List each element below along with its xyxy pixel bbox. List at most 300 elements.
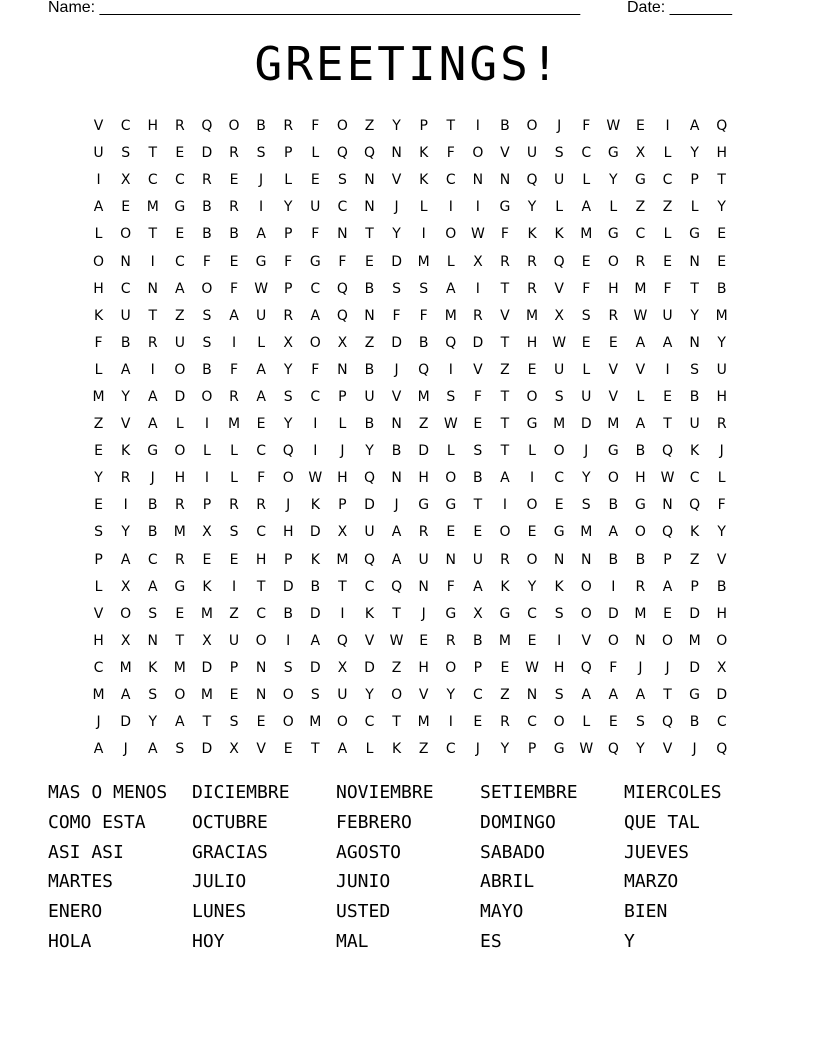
grid-row bbox=[85, 492, 735, 519]
grid-letter: T bbox=[148, 226, 158, 243]
grid-letter: X bbox=[337, 659, 348, 676]
grid-letter: E bbox=[663, 253, 672, 270]
grid-letter: D bbox=[716, 687, 728, 704]
grid-letter: C bbox=[364, 578, 375, 595]
grid-letter: M bbox=[227, 416, 241, 433]
grid-letter: R bbox=[229, 199, 239, 216]
word-list-item: MARTES bbox=[48, 871, 114, 893]
grid-letter: E bbox=[365, 253, 374, 270]
grid-letter: L bbox=[717, 470, 726, 487]
grid-letter: S bbox=[229, 524, 239, 541]
grid-letter: O bbox=[472, 145, 484, 162]
grid-letter: B bbox=[418, 334, 429, 351]
grid-letter: J bbox=[692, 741, 697, 758]
name-field-label: Name: ______________________________________________________ bbox=[48, 0, 581, 16]
word-list-item: ES bbox=[480, 930, 502, 952]
grid-letter: I bbox=[123, 497, 128, 514]
grid-letter: U bbox=[689, 416, 700, 433]
grid-letter: Q bbox=[526, 172, 538, 189]
grid-letter: M bbox=[580, 226, 593, 243]
grid-letter: I bbox=[150, 253, 155, 270]
grid-letter: Y bbox=[609, 172, 618, 189]
grid-row bbox=[85, 682, 735, 709]
grid-letter: I bbox=[96, 172, 101, 189]
grid-letter: B bbox=[608, 497, 619, 514]
grid-letter: P bbox=[283, 226, 293, 243]
grid-letter: V bbox=[662, 741, 673, 758]
grid-letter: B bbox=[500, 118, 510, 135]
grid-letter: O bbox=[174, 443, 186, 460]
grid-letter: Z bbox=[662, 199, 673, 216]
grid-letter: O bbox=[120, 605, 132, 622]
grid-letter: I bbox=[150, 361, 155, 378]
grid-letter: T bbox=[446, 118, 456, 135]
grid-letter: S bbox=[581, 307, 591, 324]
word-list-item: SABADO bbox=[480, 841, 546, 863]
grid-letter: J bbox=[638, 659, 643, 676]
grid-letter: X bbox=[337, 334, 348, 351]
grid-letter: R bbox=[229, 497, 239, 514]
grid-letter: X bbox=[120, 632, 131, 649]
grid-row bbox=[85, 384, 735, 411]
grid-letter: Y bbox=[365, 443, 374, 460]
grid-letter: B bbox=[473, 470, 483, 487]
grid-letter: Y bbox=[581, 470, 591, 487]
grid-letter: F bbox=[717, 497, 726, 514]
grid-letter: R bbox=[635, 578, 646, 595]
grid-row bbox=[85, 357, 735, 384]
grid-letter: A bbox=[635, 416, 646, 433]
grid-letter: Q bbox=[336, 632, 348, 649]
grid-letter: I bbox=[529, 470, 535, 487]
grid-letter: J bbox=[394, 361, 399, 378]
word-list-item: FEBRERO bbox=[336, 811, 412, 833]
grid-letter: L bbox=[528, 443, 536, 460]
grid-letter: L bbox=[446, 443, 455, 460]
grid-letter: E bbox=[229, 172, 239, 189]
grid-letter: S bbox=[310, 687, 320, 704]
grid-letter: A bbox=[93, 199, 104, 216]
grid-letter: V bbox=[391, 388, 402, 405]
grid-letter: V bbox=[581, 632, 592, 649]
grid-letter: C bbox=[554, 470, 565, 487]
grid-letter: A bbox=[310, 632, 321, 649]
grid-letter: B bbox=[147, 497, 158, 514]
grid-letter: A bbox=[337, 741, 348, 758]
word-list-item: Y bbox=[624, 930, 635, 952]
grid-letter: S bbox=[446, 388, 456, 405]
grid-letter: N bbox=[526, 687, 538, 704]
grid-letter: H bbox=[526, 334, 538, 351]
grid-letter: X bbox=[554, 307, 564, 324]
grid-row bbox=[85, 140, 735, 167]
grid-letter: S bbox=[635, 714, 645, 731]
grid-letter: K bbox=[121, 443, 131, 460]
grid-letter: F bbox=[582, 280, 591, 297]
grid-letter: Q bbox=[662, 443, 674, 460]
grid-row bbox=[85, 736, 735, 763]
grid-letter: T bbox=[338, 578, 347, 595]
grid-letter: V bbox=[256, 741, 266, 758]
grid-letter: V bbox=[391, 172, 402, 189]
grid-letter: O bbox=[201, 280, 213, 297]
grid-letter: G bbox=[174, 578, 186, 595]
grid-letter: Z bbox=[364, 118, 375, 135]
grid-letter: B bbox=[256, 118, 266, 135]
grid-letter: R bbox=[120, 470, 131, 487]
grid-letter: Y bbox=[121, 524, 130, 541]
grid-letter: Q bbox=[336, 280, 348, 297]
grid-letter: I bbox=[475, 199, 480, 216]
grid-letter: S bbox=[175, 741, 185, 758]
grid-letter: L bbox=[94, 361, 103, 378]
grid-letter: I bbox=[448, 361, 453, 378]
grid-letter: C bbox=[527, 714, 537, 731]
grid-letter: R bbox=[500, 551, 510, 568]
grid-letter: F bbox=[229, 361, 239, 378]
grid-letter: C bbox=[527, 605, 537, 622]
grid-letter: I bbox=[340, 605, 345, 622]
grid-letter: O bbox=[553, 714, 565, 731]
word-list-item: JUEVES bbox=[624, 841, 690, 863]
grid-letter: V bbox=[608, 361, 619, 378]
word-list-item: BIEN bbox=[624, 901, 668, 923]
grid-letter: Y bbox=[446, 687, 456, 704]
grid-letter: T bbox=[365, 226, 374, 243]
grid-letter: U bbox=[174, 334, 185, 351]
grid-letter: B bbox=[364, 280, 375, 297]
grid-letter: S bbox=[581, 497, 591, 514]
grid-row bbox=[85, 330, 735, 357]
grid-letter: X bbox=[283, 334, 293, 351]
grid-letter: C bbox=[256, 524, 266, 541]
grid-letter: B bbox=[608, 551, 619, 568]
grid-letter: I bbox=[231, 334, 237, 351]
grid-letter: L bbox=[230, 470, 238, 487]
grid-letter: O bbox=[282, 470, 294, 487]
grid-row bbox=[85, 276, 735, 303]
grid-letter: A bbox=[120, 551, 131, 568]
grid-letter: F bbox=[446, 578, 455, 595]
word-list-item: MARZO bbox=[624, 871, 679, 893]
grid-letter: O bbox=[336, 714, 348, 731]
grid-letter: D bbox=[580, 416, 592, 433]
grid-letter: N bbox=[364, 199, 375, 216]
grid-letter: E bbox=[175, 605, 185, 622]
grid-letter: I bbox=[204, 470, 209, 487]
grid-letter: G bbox=[147, 443, 159, 460]
grid-letter: M bbox=[688, 632, 701, 649]
grid-letter: E bbox=[175, 145, 185, 162]
grid-letter: Y bbox=[121, 388, 130, 405]
grid-letter: W bbox=[660, 470, 675, 487]
grid-letter: R bbox=[418, 524, 429, 541]
grid-letter: P bbox=[338, 388, 347, 405]
grid-letter: K bbox=[93, 307, 104, 324]
grid-letter: N bbox=[147, 632, 158, 649]
grid-letter: C bbox=[147, 172, 158, 189]
grid-letter: M bbox=[200, 605, 213, 622]
grid-letter: A bbox=[175, 714, 185, 731]
grid-letter: H bbox=[716, 388, 727, 405]
grid-letter: M bbox=[417, 253, 430, 270]
grid-letter: S bbox=[419, 280, 429, 297]
grid-row bbox=[85, 655, 735, 682]
grid-letter: B bbox=[689, 388, 700, 405]
grid-letter: E bbox=[500, 659, 510, 676]
grid-letter: N bbox=[635, 632, 646, 649]
grid-letter: A bbox=[256, 388, 266, 405]
grid-letter: S bbox=[148, 605, 158, 622]
grid-letter: N bbox=[364, 172, 375, 189]
grid-letter: J bbox=[557, 118, 562, 135]
grid-letter: Z bbox=[635, 199, 646, 216]
grid-letter: N bbox=[418, 578, 429, 595]
word-list-item: COMO ESTA bbox=[48, 811, 146, 833]
grid-letter: O bbox=[445, 226, 457, 243]
grid-row bbox=[85, 221, 735, 248]
grid-letter: L bbox=[582, 361, 591, 378]
grid-letter: C bbox=[310, 388, 321, 405]
grid-letter: L bbox=[338, 416, 347, 433]
grid-letter: O bbox=[607, 470, 619, 487]
grid-letter: A bbox=[635, 334, 646, 351]
word-list-item: ABRIL bbox=[480, 871, 535, 893]
grid-letter: L bbox=[175, 416, 184, 433]
grid-letter: C bbox=[174, 172, 185, 189]
grid-letter: L bbox=[203, 443, 211, 460]
grid-row bbox=[85, 303, 735, 330]
grid-letter: K bbox=[690, 524, 700, 541]
grid-letter: D bbox=[689, 605, 700, 622]
grid-letter: L bbox=[582, 172, 591, 189]
grid-letter: R bbox=[174, 551, 185, 568]
grid-letter: D bbox=[391, 253, 402, 270]
grid-letter: B bbox=[147, 524, 158, 541]
word-list-item: HOLA bbox=[48, 930, 92, 952]
grid-letter: S bbox=[392, 280, 402, 297]
grid-letter: Q bbox=[363, 551, 375, 568]
grid-letter: U bbox=[364, 524, 375, 541]
grid-letter: U bbox=[716, 361, 727, 378]
grid-letter: O bbox=[309, 334, 321, 351]
grid-letter: T bbox=[690, 280, 699, 297]
grid-letter: V bbox=[500, 307, 510, 324]
grid-letter: P bbox=[229, 659, 239, 676]
grid-letter: T bbox=[148, 145, 158, 162]
grid-letter: I bbox=[448, 199, 453, 216]
grid-letter: Z bbox=[689, 551, 700, 568]
grid-letter: A bbox=[175, 280, 185, 297]
grid-letter: O bbox=[282, 687, 294, 704]
grid-letter: O bbox=[201, 388, 213, 405]
grid-letter: J bbox=[123, 741, 128, 758]
grid-row bbox=[85, 601, 735, 628]
grid-letter: X bbox=[202, 632, 212, 649]
grid-letter: M bbox=[336, 551, 349, 568]
grid-letter: R bbox=[147, 334, 158, 351]
grid-letter: C bbox=[120, 280, 131, 297]
grid-letter: S bbox=[337, 172, 347, 189]
grid-row bbox=[85, 465, 735, 492]
grid-letter: B bbox=[202, 199, 212, 216]
word-list-item: JUNIO bbox=[336, 871, 391, 893]
grid-letter: Q bbox=[716, 118, 728, 135]
grid-letter: V bbox=[418, 687, 429, 704]
grid-letter: P bbox=[663, 551, 672, 568]
grid-letter: Y bbox=[527, 199, 537, 216]
grid-letter: F bbox=[473, 388, 482, 405]
grid-letter: C bbox=[93, 659, 104, 676]
grid-letter: V bbox=[716, 551, 727, 568]
grid-letter: Y bbox=[717, 524, 726, 541]
grid-letter: L bbox=[690, 199, 699, 216]
grid-letter: V bbox=[608, 388, 619, 405]
grid-letter: N bbox=[391, 145, 402, 162]
grid-letter: G bbox=[607, 145, 619, 162]
grid-letter: F bbox=[229, 280, 239, 297]
grid-letter: S bbox=[554, 388, 564, 405]
grid-letter: B bbox=[202, 361, 212, 378]
grid-row bbox=[85, 709, 735, 736]
grid-letter: E bbox=[229, 687, 239, 704]
grid-letter: N bbox=[337, 226, 348, 243]
grid-letter: M bbox=[173, 659, 186, 676]
grid-letter: H bbox=[174, 470, 186, 487]
grid-row bbox=[85, 248, 735, 275]
grid-letter: M bbox=[607, 416, 620, 433]
grid-letter: K bbox=[391, 741, 402, 758]
grid-letter: S bbox=[554, 687, 564, 704]
grid-letter: U bbox=[526, 145, 538, 162]
grid-letter: P bbox=[690, 578, 699, 595]
grid-letter: G bbox=[607, 443, 619, 460]
grid-letter: M bbox=[92, 687, 105, 704]
grid-letter: D bbox=[174, 388, 186, 405]
grid-letter: A bbox=[310, 307, 321, 324]
grid-letter: A bbox=[120, 361, 131, 378]
grid-letter: N bbox=[255, 687, 267, 704]
grid-letter: W bbox=[525, 659, 539, 676]
grid-letter: I bbox=[557, 632, 562, 649]
word-list-item: USTED bbox=[336, 901, 391, 923]
grid-letter: G bbox=[499, 605, 511, 622]
grid-letter: I bbox=[665, 361, 670, 378]
grid-letter: N bbox=[445, 551, 456, 568]
grid-letter: N bbox=[255, 659, 267, 676]
grid-letter: M bbox=[553, 416, 566, 433]
grid-letter: F bbox=[311, 226, 320, 243]
grid-letter: G bbox=[553, 524, 565, 541]
grid-letter: L bbox=[663, 226, 672, 243]
grid-letter: O bbox=[526, 118, 538, 135]
grid-letter: M bbox=[309, 714, 322, 731]
grid-letter: C bbox=[310, 280, 321, 297]
grid-letter: R bbox=[500, 714, 510, 731]
grid-letter: A bbox=[256, 361, 266, 378]
grid-letter: D bbox=[309, 659, 321, 676]
grid-letter: H bbox=[147, 118, 158, 135]
grid-letter: R bbox=[283, 118, 294, 135]
grid-letter: N bbox=[499, 172, 511, 189]
grid-letter: I bbox=[313, 416, 318, 433]
grid-letter: O bbox=[93, 253, 105, 270]
grid-letter: E bbox=[94, 497, 103, 514]
grid-letter: K bbox=[419, 145, 429, 162]
grid-letter: H bbox=[93, 632, 104, 649]
grid-letter: M bbox=[146, 199, 159, 216]
grid-letter: E bbox=[283, 741, 293, 758]
grid-letter: L bbox=[257, 334, 266, 351]
grid-letter: G bbox=[526, 416, 538, 433]
grid-letter: S bbox=[690, 361, 700, 378]
grid-letter: U bbox=[554, 361, 565, 378]
grid-letter: Q bbox=[716, 741, 728, 758]
grid-letter: E bbox=[256, 416, 266, 433]
grid-letter: S bbox=[202, 334, 212, 351]
grid-letter: J bbox=[96, 714, 101, 731]
grid-letter: P bbox=[94, 551, 103, 568]
grid-letter: N bbox=[147, 280, 158, 297]
grid-letter: C bbox=[174, 253, 185, 270]
grid-row bbox=[85, 438, 735, 465]
grid-letter: E bbox=[121, 199, 131, 216]
grid-letter: L bbox=[446, 253, 455, 270]
grid-letter: R bbox=[229, 388, 239, 405]
grid-letter: O bbox=[228, 118, 240, 135]
grid-letter: P bbox=[283, 280, 293, 297]
grid-letter: L bbox=[419, 199, 428, 216]
grid-letter: E bbox=[473, 524, 483, 541]
grid-letter: J bbox=[286, 497, 291, 514]
grid-letter: G bbox=[445, 605, 457, 622]
grid-letter: F bbox=[284, 253, 293, 270]
grid-letter: U bbox=[310, 199, 321, 216]
grid-letter: T bbox=[392, 714, 401, 731]
grid-letter: U bbox=[554, 172, 565, 189]
grid-letter: V bbox=[635, 361, 646, 378]
grid-letter: R bbox=[608, 307, 619, 324]
word-list-item: MIERCOLES bbox=[624, 782, 722, 803]
grid-letter: K bbox=[527, 226, 537, 243]
grid-letter: Z bbox=[229, 605, 239, 622]
grid-letter: Y bbox=[527, 578, 537, 595]
grid-letter: U bbox=[418, 551, 429, 568]
grid-letter: M bbox=[200, 687, 213, 704]
grid-letter: A bbox=[608, 524, 619, 541]
grid-letter: L bbox=[636, 388, 645, 405]
grid-letter: T bbox=[500, 443, 510, 460]
grid-letter: T bbox=[392, 605, 401, 622]
grid-letter: W bbox=[308, 470, 323, 487]
word-list bbox=[48, 779, 768, 958]
grid-letter: O bbox=[445, 470, 457, 487]
grid-letter: R bbox=[229, 145, 239, 162]
grid-letter: Y bbox=[690, 307, 699, 324]
grid-letter: F bbox=[202, 253, 211, 270]
grid-letter: F bbox=[94, 334, 103, 351]
grid-letter: W bbox=[470, 226, 485, 243]
grid-letter: G bbox=[174, 199, 186, 216]
grid-letter: A bbox=[229, 307, 239, 324]
grid-letter: O bbox=[526, 388, 538, 405]
grid-letter: K bbox=[554, 226, 564, 243]
grid-letter: E bbox=[527, 361, 537, 378]
grid-letter: B bbox=[120, 334, 131, 351]
grid-letter: Q bbox=[336, 307, 348, 324]
grid-letter: Y bbox=[690, 145, 699, 162]
grid-letter: X bbox=[120, 578, 131, 595]
